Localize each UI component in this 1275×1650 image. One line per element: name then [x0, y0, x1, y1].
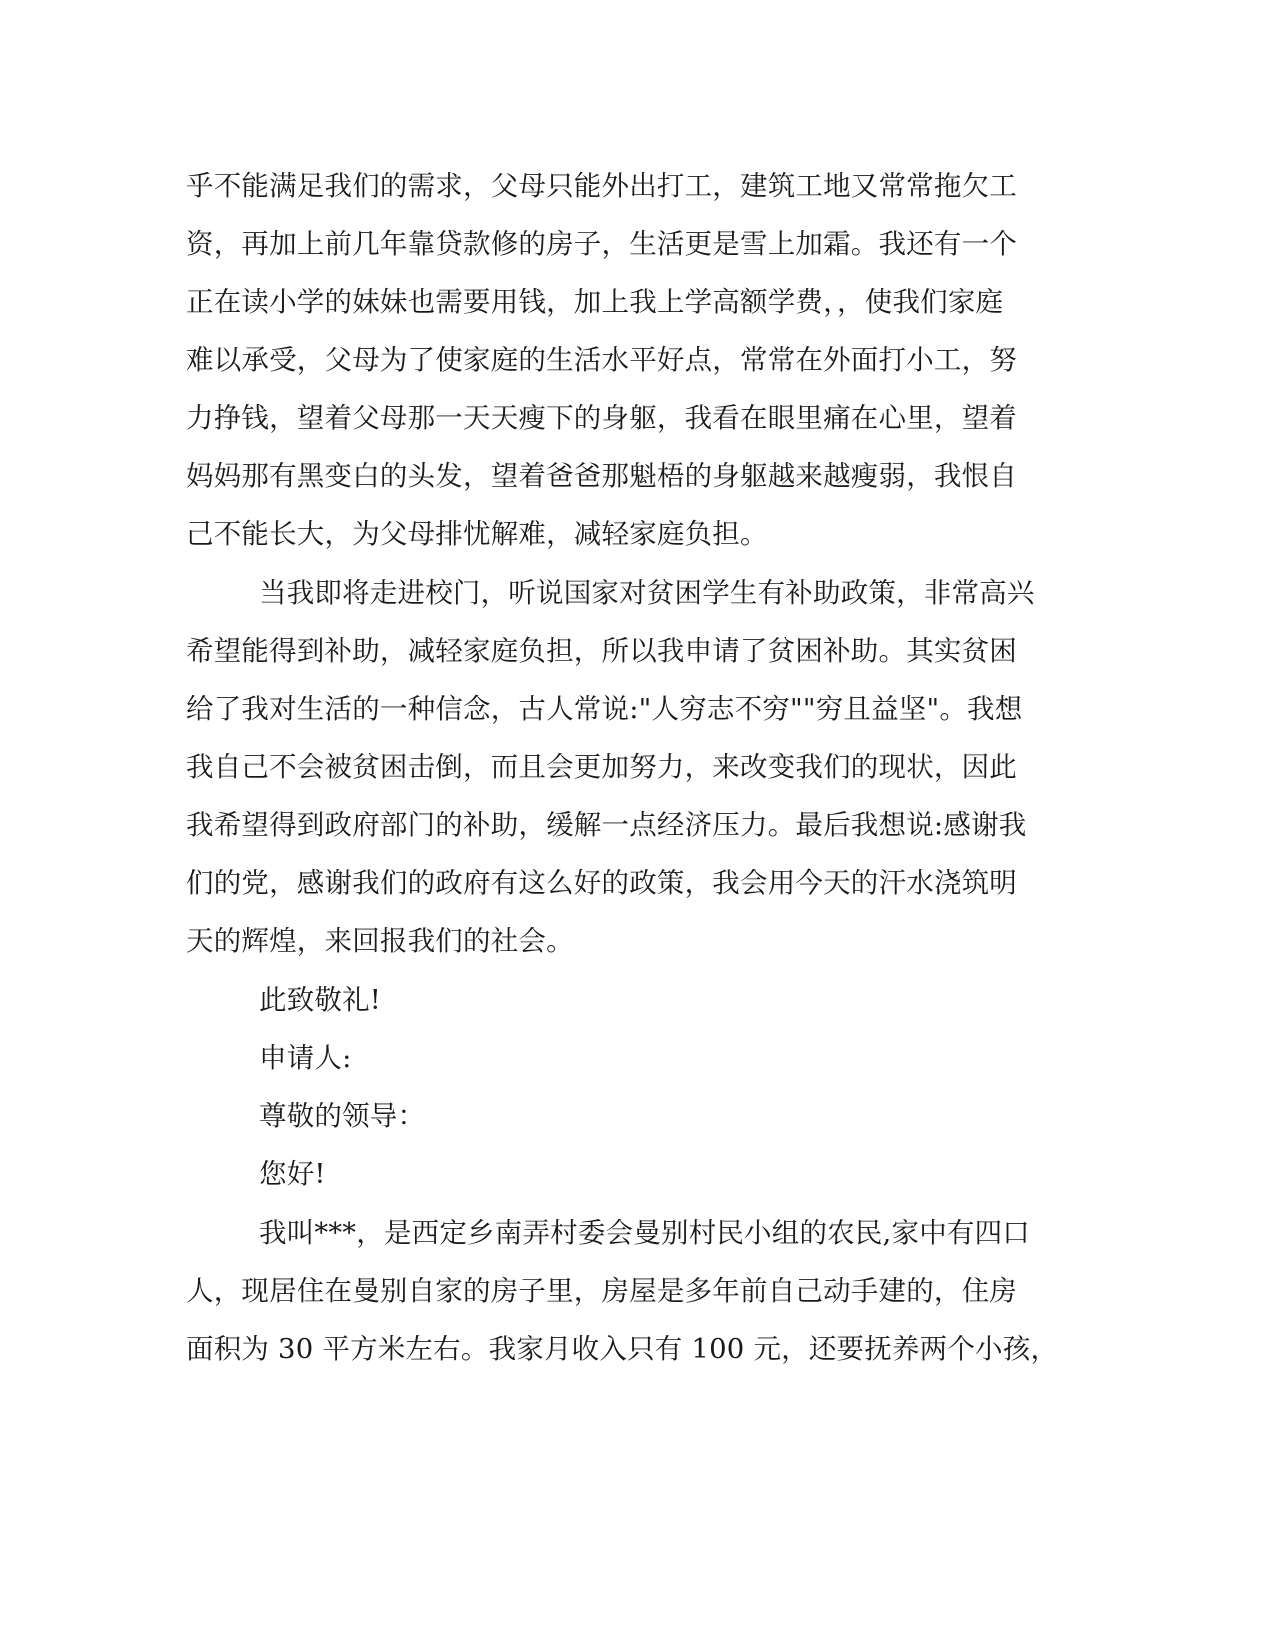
paragraph-line: 己不能长大，为父母排忧解难，减轻家庭负担。: [186, 518, 768, 550]
applicant-label: 申请人:: [259, 1042, 352, 1074]
paragraph-line: 面积为 30 平方米左右。我家月收入只有 100 元，还要抚养两个小孩，: [186, 1333, 1059, 1365]
salutation: 尊敬的领导：: [259, 1100, 426, 1132]
greeting: 您好!: [259, 1158, 326, 1190]
paragraph-line: 们的党，感谢我们的政府有这么好的政策，我会用今天的汗水浇筑明: [186, 867, 1017, 899]
paragraph-line: 妈妈那有黑变白的头发，望着爸爸那魁梧的身躯越来越瘦弱，我恨自: [186, 460, 1017, 492]
paragraph-line: 难以承受，父母为了使家庭的生活水平好点，常常在外面打小工，努: [186, 344, 1017, 376]
paragraph-line: 资，再加上前几年靠贷款修的房子，生活更是雪上加霜。我还有一个: [186, 228, 1017, 260]
paragraph-line: 力挣钱，望着父母那一天天瘦下的身躯，我看在眼里痛在心里，望着: [186, 402, 1017, 434]
paragraph-line: 我自己不会被贫困击倒，而且会更加努力，来改变我们的现状，因此: [186, 751, 1017, 783]
paragraph-line: 我叫***，是西定乡南弄村委会曼别村民小组的农民,家中有四口: [259, 1217, 1030, 1249]
paragraph-line: 当我即将走进校门，听说国家对贫困学生有补助政策，非常高兴: [259, 577, 1035, 609]
paragraph-line: 人，现居住在曼别自家的房子里，房屋是多年前自己动手建的，住房: [186, 1275, 1017, 1307]
paragraph-line: 希望能得到补助，减轻家庭负担，所以我申请了贫困补助。其实贫困: [186, 635, 1017, 667]
paragraph-line: 给了我对生活的一种信念，古人常说:"人穷志不穷""穷且益坚"。我想: [186, 693, 1023, 725]
closing-line: 此致敬礼!: [259, 984, 382, 1016]
paragraph-line: 天的辉煌，来回报我们的社会。: [186, 925, 574, 957]
paragraph-line: 正在读小学的妹妹也需要用钱，加上我上学高额学费，，使我们家庭: [186, 286, 1004, 318]
paragraph-line: 乎不能满足我们的需求，父母只能外出打工，建筑工地又常常拖欠工: [186, 170, 1017, 202]
paragraph-line: 我希望得到政府部门的补助，缓解一点经济压力。最后我想说:感谢我: [186, 809, 1027, 841]
